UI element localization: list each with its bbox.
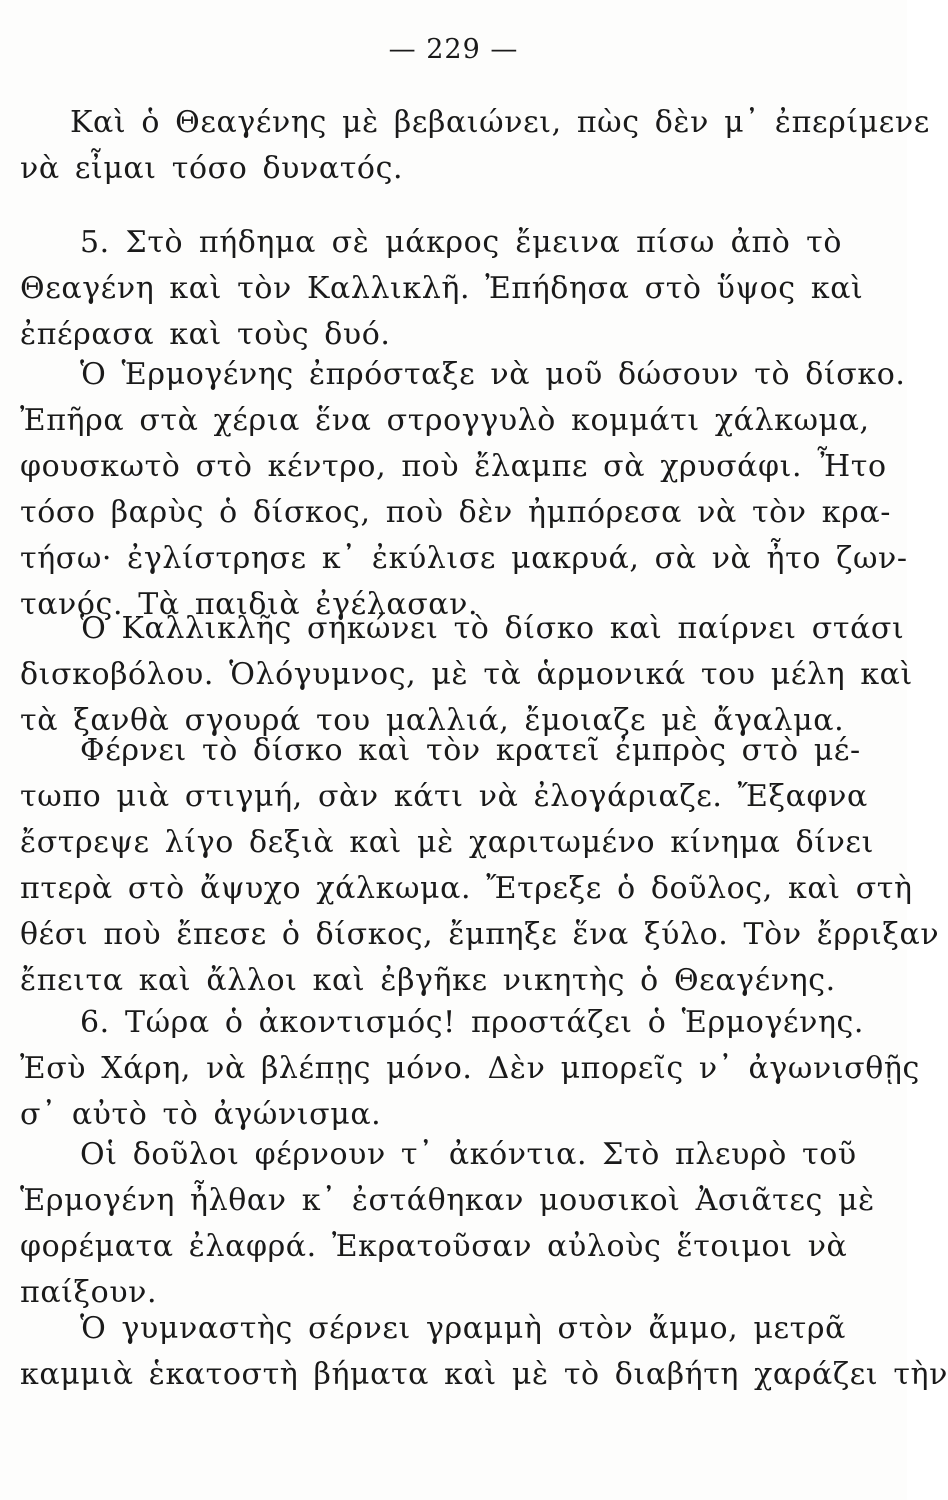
- text-line: Ἐσὺ Χάρη, νὰ βλέπῃς μόνο. Δὲν μπορεῖς ν᾽ ἀγωνισθῇς: [20, 1051, 920, 1086]
- text-line: Ἐπῆρα στὰ χέρια ἕνα στρογγυλὸ κομμάτι χάλκωμα,: [20, 403, 870, 438]
- text-line: δισκοβόλου. Ὁλόγυμνος, μὲ τὰ ἁρμονικά του μέλη καὶ: [20, 657, 913, 692]
- text-line: ἐπέρασα καὶ τοὺς δυό.: [20, 317, 391, 352]
- paragraph: [20, 1132, 875, 1316]
- text-line: φουσκωτὸ στὸ κέντρο, ποὺ ἔλαμπε σὰ χρυσάφι. Ἦτο: [20, 449, 887, 484]
- text-line: ἔστρεψε λίγο δεξιὰ καὶ μὲ χαριτωμένο κίνημα δίνει: [20, 825, 874, 860]
- text-line: Θεαγένη καὶ τὸν Καλλικλῆ. Ἐπήδησα στὸ ὕψος καὶ: [20, 271, 864, 306]
- text-line: τανός. Τὰ παιδιὰ ἐγέλασαν.: [20, 587, 479, 622]
- text-line: Οἱ δοῦλοι φέρνουν τ᾽ ἀκόντια. Στὸ πλευρὸ τοῦ: [80, 1137, 857, 1172]
- text-line: Φέρνει τὸ δίσκο καὶ τὸν κρατεῖ ἐμπρὸς στὸ μέ-: [80, 733, 861, 768]
- text-line: ἔπειτα καὶ ἄλλοι καὶ ἐβγῆκε νικητὴς ὁ Θεαγένης.: [20, 963, 836, 998]
- paragraph: [20, 100, 930, 192]
- text-line: νὰ εἶμαι τόσο δυνατός.: [20, 151, 404, 186]
- text-line: πτερὰ στὸ ἄψυχο χάλκωμα. Ἔτρεξε ὁ δοῦλος, καὶ στὴ: [20, 871, 913, 906]
- paragraph: [20, 220, 864, 358]
- text-line: καμμιὰ ἑκατοστὴ βήματα καὶ μὲ τὸ διαβήτη χαράζει τὴν: [20, 1357, 948, 1392]
- text-line: τωπο μιὰ στιγμή, σὰν κάτι νὰ ἐλογάριαζε. Ἔξαφνα: [20, 779, 868, 814]
- text-line: τήσω· ἐγλίστρησε κ᾽ ἐκύλισε μακρυά, σὰ νὰ ἦτο ζων-: [20, 541, 908, 576]
- paragraph: [20, 1306, 948, 1398]
- text-line: Ὁ Ἑρμογένης ἐπρόσταξε νὰ μοῦ δώσουν τὸ δίσκο.: [80, 357, 906, 392]
- text-line: Καὶ ὁ Θεαγένης μὲ βεβαιώνει, πὼς δὲν μ᾽ ἐπερίμενε: [70, 105, 930, 140]
- text-line: σ᾽ αὐτὸ τὸ ἀγώνισμα.: [20, 1097, 382, 1132]
- page-number: — 229 —: [388, 34, 519, 65]
- paragraph: [20, 1000, 920, 1138]
- text-line: τόσο βαρὺς ὁ δίσκος, ποὺ δὲν ἠμπόρεσα νὰ τὸν κρα-: [20, 495, 891, 530]
- text-line: 6. Τώρα ὁ ἀκοντισμός! προστάζει ὁ Ἑρμογένης.: [80, 1005, 865, 1040]
- text-line: Ἑρμογένη ἦλθαν κ᾽ ἐστάθηκαν μουσικοὶ Ἀσιᾶτες μὲ: [20, 1183, 875, 1218]
- text-line: 5. Στὸ πήδημα σὲ μάκρος ἔμεινα πίσω ἀπὸ τὸ: [80, 225, 842, 260]
- text-line: τὰ ξανθὰ σγουρά του μαλλιά, ἔμοιαζε μὲ ἄγαλμα.: [20, 703, 845, 738]
- text-line: φορέματα ἐλαφρά. Ἐκρατοῦσαν αὐλοὺς ἕτοιμοι νὰ: [20, 1229, 848, 1264]
- text-line: παίξουν.: [20, 1275, 158, 1310]
- paragraph: [20, 352, 908, 628]
- text-line: Ὁ Καλλικλῆς σηκώνει τὸ δίσκο καὶ παίρνει στάσι: [80, 611, 905, 646]
- paragraph: [20, 606, 913, 744]
- text-line: Ὁ γυμναστὴς σέρνει γραμμὴ στὸν ἄμμο, μετρᾶ: [80, 1311, 846, 1346]
- text-line: θέσι ποὺ ἔπεσε ὁ δίσκος, ἔμπηξε ἕνα ξύλο. Τὸν ἔρριξαν: [20, 917, 940, 952]
- paragraph: [20, 728, 940, 1004]
